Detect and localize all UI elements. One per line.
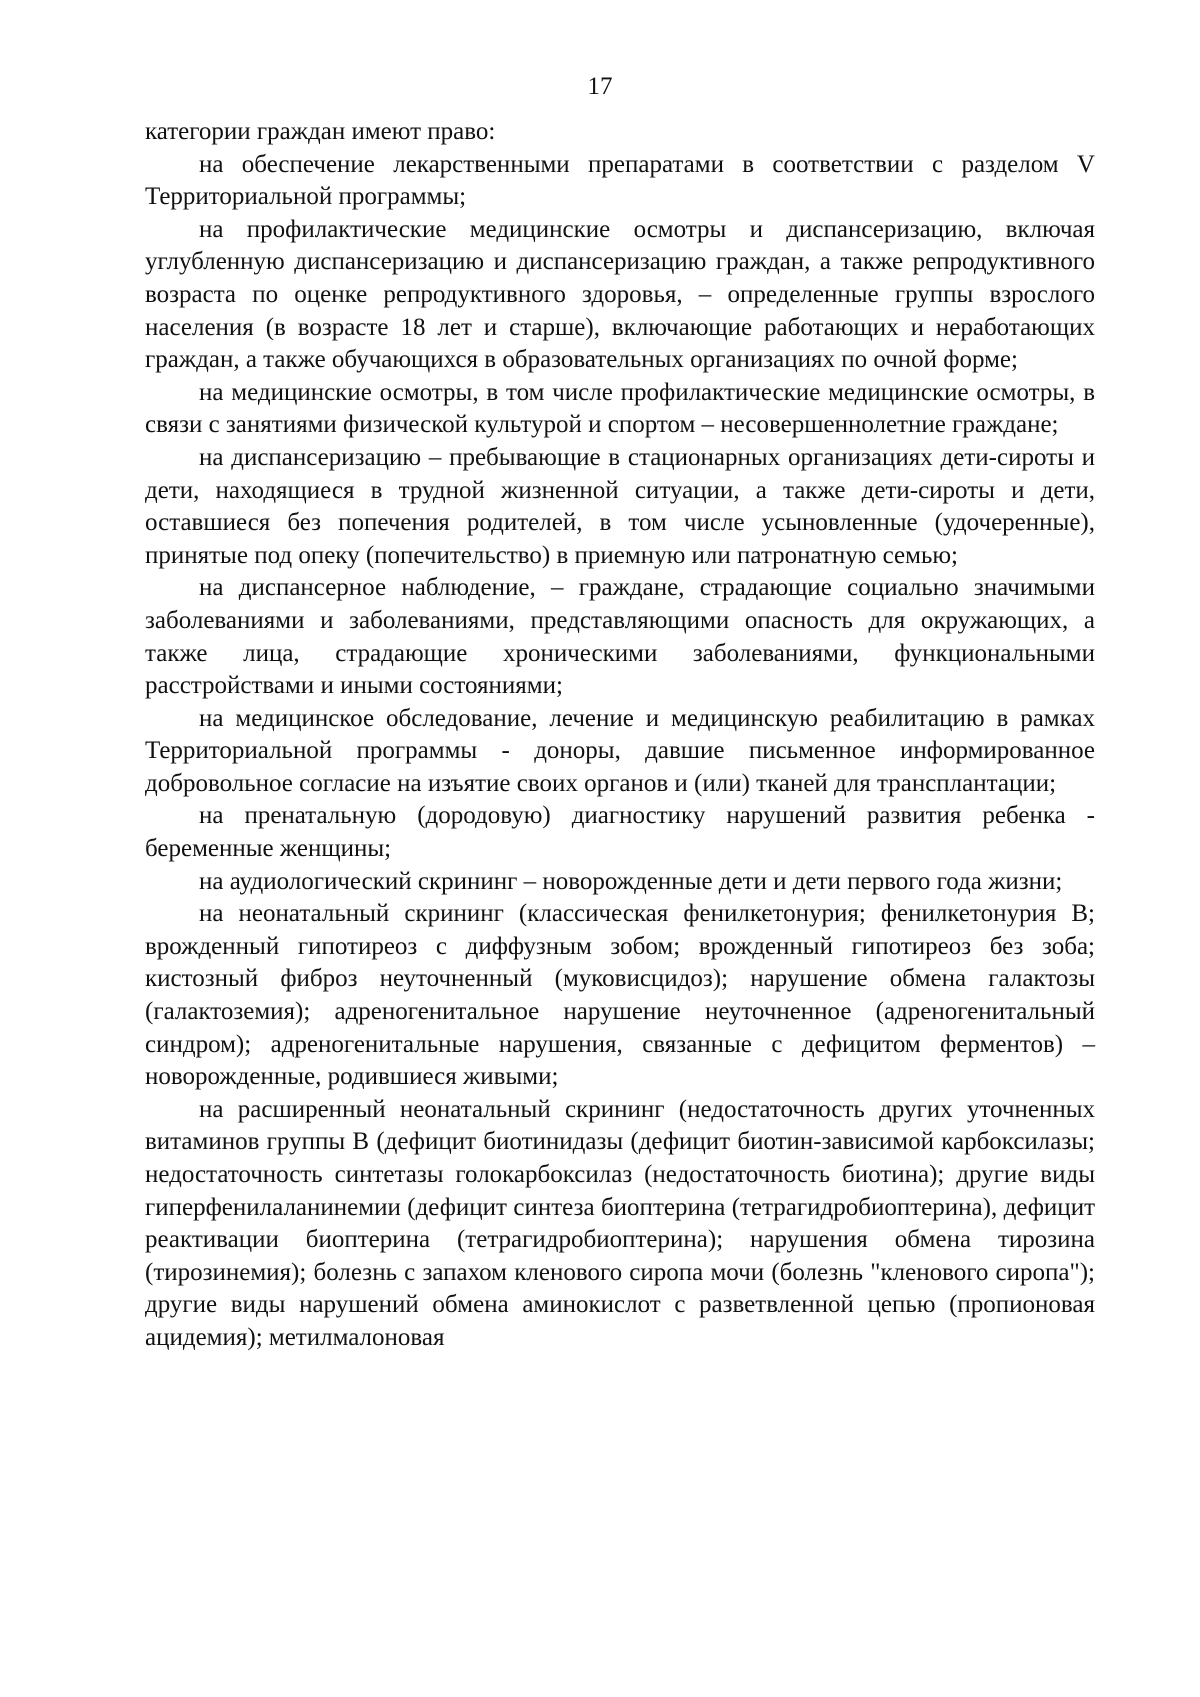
paragraph-medical-exams-minors: на медицинские осмотры, в том числе профилактические медицинские осмотры, в связи с занятиями физической культурой и спортом – несовершеннолетние граждане; <box>145 378 1095 439</box>
paragraph-preventive-exams: на профилактические медицинские осмотры и диспансеризацию, включая углубленную диспансеризацию и диспансеризацию граждан, а также репродуктивного возраста по оценке репродуктивного здоровья, – определенные группы взрослого населения (в возрасте 18 лет и старше), включающие работающих и неработающих граждан, а также обучающихся в образовательных организациях по очной форме; <box>145 215 1095 374</box>
paragraph-extended-screening: на расширенный неонатальный скрининг (недостаточность других уточненных витаминов группы B (дефицит биотинидазы (дефицит биотин-зависимой карбоксилазы; недостаточность синтетазы голокарбоксилаз (недостаточность биотина); другие виды гиперфенилаланинемии (дефицит синтеза биоптерина (тетрагидробиоптерина), дефицит реактивации биоптерина (тетрагидробиоптерина); нарушения обмена тирозина (тирозинемия); болезнь с запахом кленового сиропа мочи (болезнь "кленового сиропа"); другие виды нарушений обмена аминокислот с разветвленной цепью (пропионовая ацидемия); метилмалоновая <box>145 1095 1095 1351</box>
paragraph-prenatal: на пренатальную (дородовую) диагностику нарушений развития ребенка - беременные женщины; <box>145 802 1095 863</box>
paragraph-audiology: на аудиологический скрининг – новорожденные дети и дети первого года жизни; <box>199 867 1063 895</box>
paragraph-dispensary-observation: на диспансерное наблюдение, – граждане, страдающие социально значимыми заболеваниями и заболеваниями, представляющими опасность для окружающих, а также лица, страдающие хроническими заболеваниями, функциональными расстройствами и иными состояниями; <box>145 574 1095 700</box>
page-number: 17 <box>587 73 613 100</box>
paragraph-intro: категории граждан имеют право: <box>145 118 496 145</box>
paragraph-neonatal-screening: на неонатальный скрининг (классическая фенилкетонурия; фенилкетонурия B; врожденный гипотиреоз с диффузным зобом; врожденный гипотиреоз без зоба; кистозный фиброз неуточненный (муковисцидоз); нарушение обмена галактозы (галактоземия); адреногенитальное нарушение неуточненное (адреногенитальный синдром); адреногенитальные нарушения, связанные с дефицитом ферментов) – новорожденные, родившиеся живыми; <box>145 900 1095 1091</box>
paragraph-medicines: на обеспечение лекарственными препаратами в соответствии с разделом V Территориальной программы; <box>145 150 1095 211</box>
paragraph-orphans-dispensary: на диспансеризацию – пребывающие в стационарных организациях дети-сироты и дети, находящиеся в трудной жизненной ситуации, а также дети-сироты и дети, оставшиеся без попечения родителей, в том числе усыновленные (удочеренные), принятые под опеку (попечительство) в приемную или патронатную семью; <box>145 443 1095 569</box>
document-body <box>145 116 1095 1355</box>
paragraph-donors: на медицинское обследование, лечение и медицинскую реабилитацию в рамках Территориальной программы - доноры, давшие письменное информированное добровольное согласие на изъятие своих органов и (или) тканей для трансплантации; <box>145 704 1095 797</box>
